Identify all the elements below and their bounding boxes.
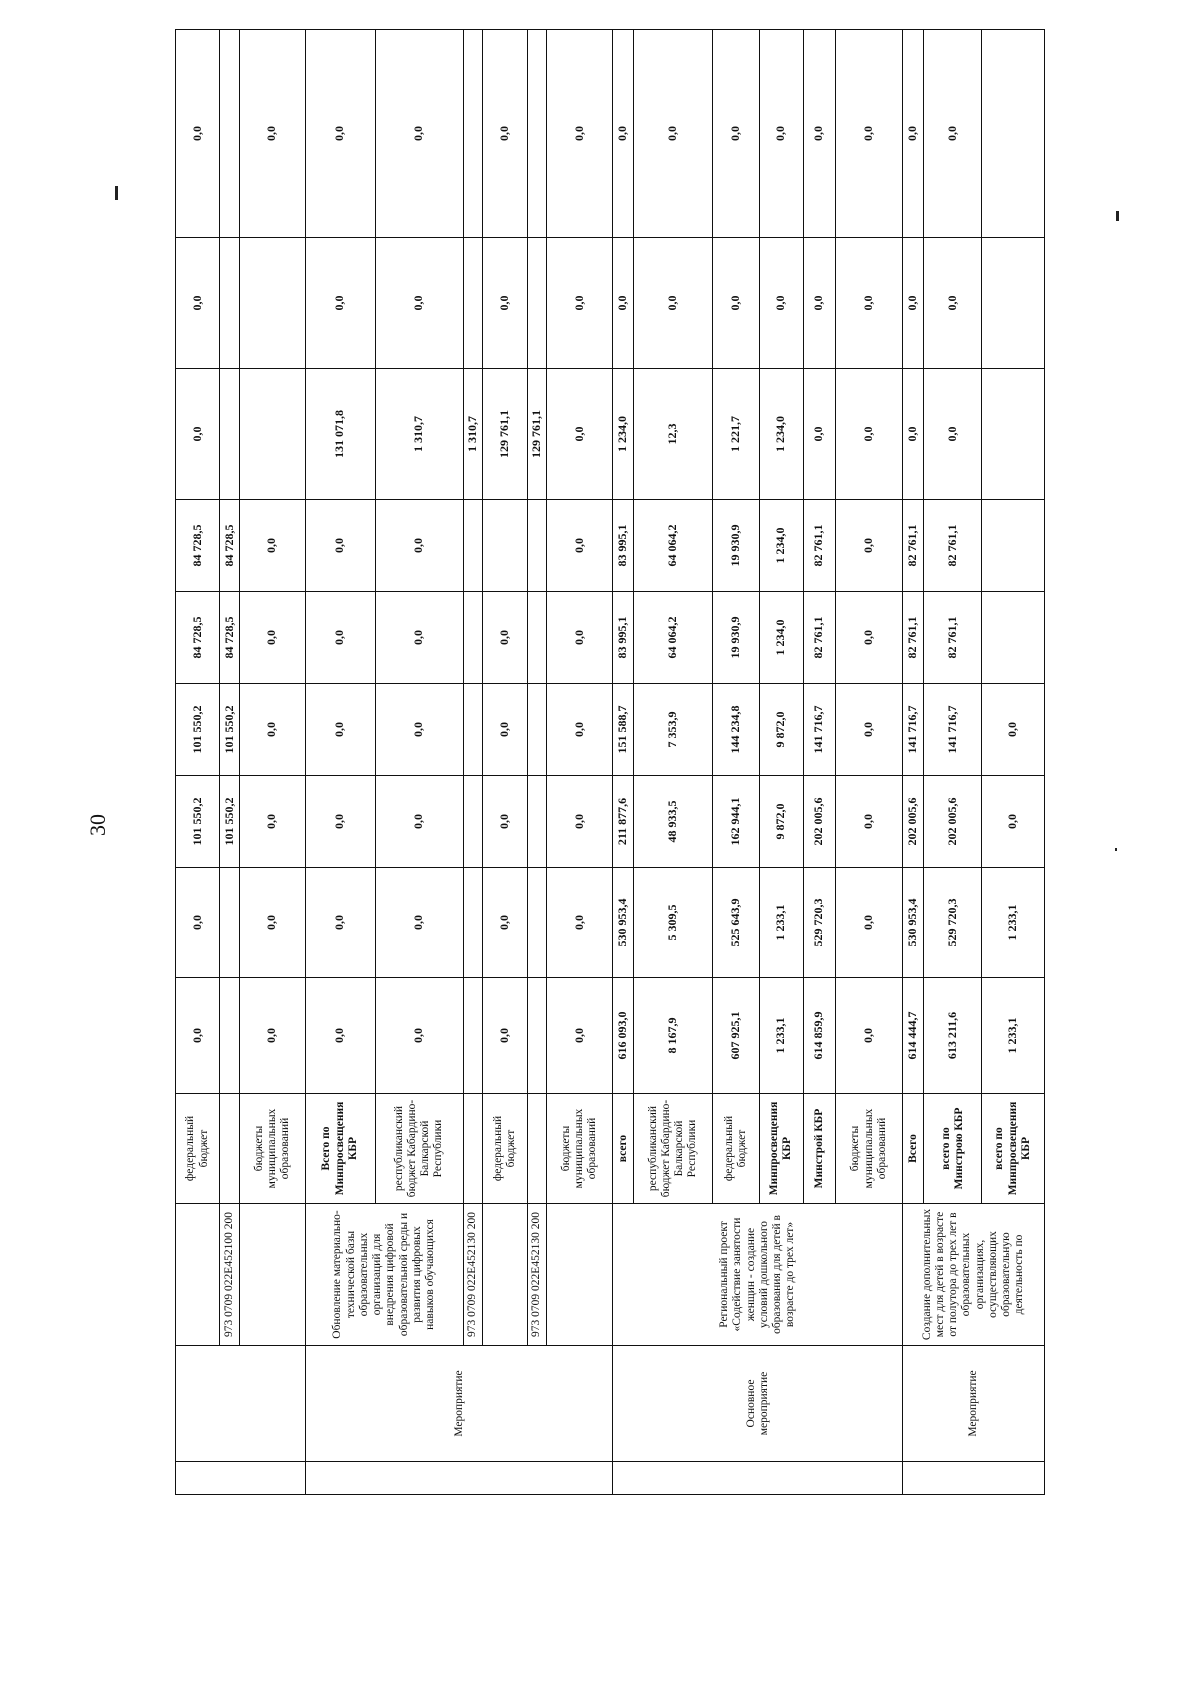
- value-cell: [527, 684, 547, 776]
- value-cell: 144 234,8: [713, 684, 759, 776]
- blank-cell: [305, 1462, 612, 1495]
- value-cell: 0,0: [613, 30, 634, 238]
- table-row: [239, 30, 305, 1495]
- scan-mark-right: [1116, 211, 1119, 221]
- value-cell: [982, 500, 1045, 592]
- value-cell: 7 353,9: [634, 684, 713, 776]
- value-cell: 1 233,1: [982, 978, 1045, 1094]
- value-cell: 1 233,1: [759, 978, 803, 1094]
- value-cell: [982, 30, 1045, 238]
- value-cell: 0,0: [305, 776, 375, 868]
- value-cell: 0,0: [305, 978, 375, 1094]
- value-cell: 0,0: [924, 369, 982, 500]
- table-row: [527, 30, 547, 1495]
- value-cell: 0,0: [547, 684, 613, 776]
- value-cell: 0,0: [903, 369, 924, 500]
- value-cell: 0,0: [375, 868, 463, 978]
- blank-cell: [176, 1462, 306, 1495]
- value-cell: 211 877,6: [613, 776, 634, 868]
- value-cell: 9 872,0: [759, 776, 803, 868]
- value-cell: [527, 978, 547, 1094]
- value-cell: 0,0: [375, 978, 463, 1094]
- funding-source: республиканский бюджет Кабардино-Балкарской Республики: [634, 1094, 713, 1204]
- value-cell: 0,0: [176, 868, 220, 978]
- value-cell: 101 550,2: [176, 684, 220, 776]
- row-type: Мероприятие: [903, 1346, 1045, 1462]
- value-cell: [220, 369, 240, 500]
- value-cell: 530 953,4: [613, 868, 634, 978]
- value-cell: [982, 238, 1045, 369]
- funding-source: федеральный бюджет: [483, 1094, 527, 1204]
- value-cell: [527, 868, 547, 978]
- budget-code: 973 0709 022E452130 200: [527, 1204, 547, 1346]
- value-cell: 129 761,1: [527, 369, 547, 500]
- value-cell: 0,0: [982, 776, 1045, 868]
- value-cell: [239, 369, 305, 500]
- value-cell: 0,0: [483, 868, 527, 978]
- funding-source: федеральный бюджет: [176, 1094, 220, 1204]
- value-cell: 84 728,5: [176, 500, 220, 592]
- value-cell: 0,0: [483, 30, 527, 238]
- value-cell: 0,0: [903, 238, 924, 369]
- value-cell: 151 588,7: [613, 684, 634, 776]
- value-cell: 614 444,7: [903, 978, 924, 1094]
- value-cell: 202 005,6: [924, 776, 982, 868]
- row-type: Мероприятие: [305, 1346, 612, 1462]
- value-cell: 1 234,0: [613, 369, 634, 500]
- value-cell: 0,0: [305, 500, 375, 592]
- value-cell: [982, 592, 1045, 684]
- value-cell: 0,0: [836, 684, 903, 776]
- value-cell: 82 761,1: [924, 592, 982, 684]
- value-cell: 1 233,1: [982, 868, 1045, 978]
- value-cell: [463, 868, 483, 978]
- value-cell: 525 643,9: [713, 868, 759, 978]
- budget-code: 973 0709 022E452130 200: [463, 1204, 483, 1346]
- value-cell: 0,0: [836, 592, 903, 684]
- table-row: [220, 30, 240, 1495]
- value-cell: 129 761,1: [483, 369, 527, 500]
- value-cell: [527, 30, 547, 238]
- value-cell: 0,0: [634, 238, 713, 369]
- value-cell: 1 221,7: [713, 369, 759, 500]
- value-cell: 0,0: [836, 776, 903, 868]
- value-cell: 84 728,5: [220, 500, 240, 592]
- funding-source: бюджеты муниципальных образований: [239, 1094, 305, 1204]
- value-cell: 0,0: [759, 238, 803, 369]
- value-cell: 613 211,6: [924, 978, 982, 1094]
- value-cell: 82 761,1: [903, 500, 924, 592]
- value-cell: 0,0: [375, 592, 463, 684]
- value-cell: [463, 592, 483, 684]
- value-cell: 8 167,9: [634, 978, 713, 1094]
- value-cell: 82 761,1: [903, 592, 924, 684]
- funding-source: [527, 1094, 547, 1204]
- value-cell: 529 720,3: [803, 868, 835, 978]
- row-description: [239, 1204, 305, 1346]
- value-cell: 0,0: [836, 30, 903, 238]
- funding-source: Минпросвещения КБР: [759, 1094, 803, 1204]
- funding-source: [220, 1094, 240, 1204]
- value-cell: [527, 592, 547, 684]
- value-cell: 1 234,0: [759, 500, 803, 592]
- value-cell: 1 233,1: [759, 868, 803, 978]
- row-description: Обновление материально-технической базы образовательных организаций для внедрения цифровой образовательной среды и развития цифровых навыков обучающихся: [305, 1204, 463, 1346]
- value-cell: 0,0: [375, 684, 463, 776]
- value-cell: 616 093,0: [613, 978, 634, 1094]
- value-cell: 0,0: [239, 978, 305, 1094]
- value-cell: 0,0: [239, 30, 305, 238]
- value-cell: 83 995,1: [613, 592, 634, 684]
- value-cell: 0,0: [547, 978, 613, 1094]
- value-cell: [220, 238, 240, 369]
- value-cell: 529 720,3: [924, 868, 982, 978]
- value-cell: 0,0: [836, 978, 903, 1094]
- value-cell: 101 550,2: [220, 776, 240, 868]
- blank-cell: [613, 1462, 903, 1495]
- value-cell: 0,0: [375, 776, 463, 868]
- value-cell: 0,0: [239, 684, 305, 776]
- blank-cell: [903, 1462, 1045, 1495]
- value-cell: 0,0: [239, 776, 305, 868]
- value-cell: 0,0: [924, 238, 982, 369]
- value-cell: 0,0: [903, 30, 924, 238]
- value-cell: 0,0: [836, 868, 903, 978]
- table-row: [463, 30, 483, 1495]
- value-cell: 9 872,0: [759, 684, 803, 776]
- value-cell: 0,0: [176, 30, 220, 238]
- value-cell: 0,0: [803, 369, 835, 500]
- value-cell: [483, 500, 527, 592]
- value-cell: [463, 776, 483, 868]
- value-cell: 141 716,7: [803, 684, 835, 776]
- value-cell: 0,0: [547, 868, 613, 978]
- value-cell: 0,0: [836, 500, 903, 592]
- value-cell: 19 930,9: [713, 500, 759, 592]
- value-cell: 101 550,2: [176, 776, 220, 868]
- funding-source: Минстрой КБР: [803, 1094, 835, 1204]
- table-row: [613, 30, 634, 1495]
- table-row: [547, 30, 613, 1495]
- value-cell: [239, 238, 305, 369]
- value-cell: 0,0: [634, 30, 713, 238]
- value-cell: [463, 238, 483, 369]
- funding-source: бюджеты муниципальных образований: [547, 1094, 613, 1204]
- value-cell: 202 005,6: [903, 776, 924, 868]
- row-type: [176, 1346, 306, 1462]
- table-row: [305, 30, 375, 1495]
- value-cell: 0,0: [759, 30, 803, 238]
- value-cell: 607 925,1: [713, 978, 759, 1094]
- value-cell: 0,0: [547, 238, 613, 369]
- value-cell: 0,0: [547, 30, 613, 238]
- value-cell: 64 064,2: [634, 500, 713, 592]
- budget-table-frame: [175, 30, 1045, 1495]
- value-cell: 0,0: [375, 30, 463, 238]
- funding-source: всего: [613, 1094, 634, 1204]
- value-cell: [527, 238, 547, 369]
- value-cell: 202 005,6: [803, 776, 835, 868]
- row-description: [547, 1204, 613, 1346]
- funding-source: бюджеты муниципальных образований: [836, 1094, 903, 1204]
- value-cell: 12,3: [634, 369, 713, 500]
- value-cell: 0,0: [483, 238, 527, 369]
- value-cell: 0,0: [924, 30, 982, 238]
- value-cell: 0,0: [305, 30, 375, 238]
- value-cell: [463, 978, 483, 1094]
- value-cell: 131 071,8: [305, 369, 375, 500]
- funding-source: Всего: [903, 1094, 924, 1204]
- value-cell: 82 761,1: [803, 500, 835, 592]
- value-cell: 84 728,5: [220, 592, 240, 684]
- value-cell: 1 234,0: [759, 592, 803, 684]
- row-description: [483, 1204, 527, 1346]
- value-cell: [220, 30, 240, 238]
- value-cell: [527, 500, 547, 592]
- value-cell: 0,0: [547, 776, 613, 868]
- value-cell: 0,0: [483, 684, 527, 776]
- value-cell: [220, 868, 240, 978]
- scan-mark-top: [115, 186, 118, 200]
- value-cell: 0,0: [613, 238, 634, 369]
- funding-source: всего по Минпросвещения КБР: [982, 1094, 1045, 1204]
- value-cell: 0,0: [239, 500, 305, 592]
- value-cell: 0,0: [176, 369, 220, 500]
- value-cell: 0,0: [305, 592, 375, 684]
- value-cell: 82 761,1: [803, 592, 835, 684]
- value-cell: 0,0: [176, 238, 220, 369]
- value-cell: 1 234,0: [759, 369, 803, 500]
- value-cell: 0,0: [803, 30, 835, 238]
- table-row: [903, 30, 924, 1495]
- value-cell: 0,0: [547, 369, 613, 500]
- value-cell: 0,0: [305, 684, 375, 776]
- value-cell: 614 859,9: [803, 978, 835, 1094]
- value-cell: 0,0: [836, 369, 903, 500]
- value-cell: 0,0: [547, 500, 613, 592]
- value-cell: 5 309,5: [634, 868, 713, 978]
- value-cell: [463, 30, 483, 238]
- value-cell: 0,0: [305, 238, 375, 369]
- funding-source: Всего по Минпросвещения КБР: [305, 1094, 375, 1204]
- value-cell: 0,0: [483, 978, 527, 1094]
- value-cell: 84 728,5: [176, 592, 220, 684]
- value-cell: [982, 369, 1045, 500]
- value-cell: 0,0: [547, 592, 613, 684]
- value-cell: 101 550,2: [220, 684, 240, 776]
- funding-source: [463, 1094, 483, 1204]
- value-cell: 0,0: [239, 868, 305, 978]
- row-type: Основное мероприятие: [613, 1346, 903, 1462]
- value-cell: 0,0: [305, 868, 375, 978]
- value-cell: [463, 684, 483, 776]
- value-cell: [527, 776, 547, 868]
- value-cell: 141 716,7: [924, 684, 982, 776]
- value-cell: 530 953,4: [903, 868, 924, 978]
- value-cell: 0,0: [836, 238, 903, 369]
- value-cell: [463, 500, 483, 592]
- value-cell: 48 933,5: [634, 776, 713, 868]
- value-cell: 0,0: [239, 592, 305, 684]
- value-cell: 82 761,1: [924, 500, 982, 592]
- value-cell: [220, 978, 240, 1094]
- value-cell: 141 716,7: [903, 684, 924, 776]
- row-description: [176, 1204, 220, 1346]
- value-cell: 19 930,9: [713, 592, 759, 684]
- value-cell: 0,0: [176, 978, 220, 1094]
- row-description: Региональный проект «Содействие занятости женщин - создание условий дошкольного образования для детей в возрасте до трех лет»: [613, 1204, 903, 1346]
- budget-table: [175, 29, 1045, 1495]
- funding-source: федеральный бюджет: [713, 1094, 759, 1204]
- budget-code: 973 0709 022E452100 200: [220, 1204, 240, 1346]
- funding-source: всего по Минстрою КБР: [924, 1094, 982, 1204]
- value-cell: 162 944,1: [713, 776, 759, 868]
- value-cell: 0,0: [375, 238, 463, 369]
- scan-mark-dot: [1115, 848, 1117, 851]
- row-description: Создание дополнительных мест для детей в возрасте от полутора до трех лет в образовательных организациях, осуществляющих образовательную деятельность по: [903, 1204, 1045, 1346]
- value-cell: 0,0: [483, 592, 527, 684]
- value-cell: 83 995,1: [613, 500, 634, 592]
- value-cell: 0,0: [375, 500, 463, 592]
- value-cell: 0,0: [713, 238, 759, 369]
- value-cell: 1 310,7: [463, 369, 483, 500]
- value-cell: 64 064,2: [634, 592, 713, 684]
- funding-source: республиканский бюджет Кабардино-Балкарской Республики: [375, 1094, 463, 1204]
- page-number: 30: [85, 814, 110, 836]
- value-cell: 1 310,7: [375, 369, 463, 500]
- table-row: [483, 30, 527, 1495]
- value-cell: 0,0: [483, 776, 527, 868]
- value-cell: 0,0: [803, 238, 835, 369]
- table-row: [176, 30, 220, 1495]
- value-cell: 0,0: [713, 30, 759, 238]
- value-cell: 0,0: [982, 684, 1045, 776]
